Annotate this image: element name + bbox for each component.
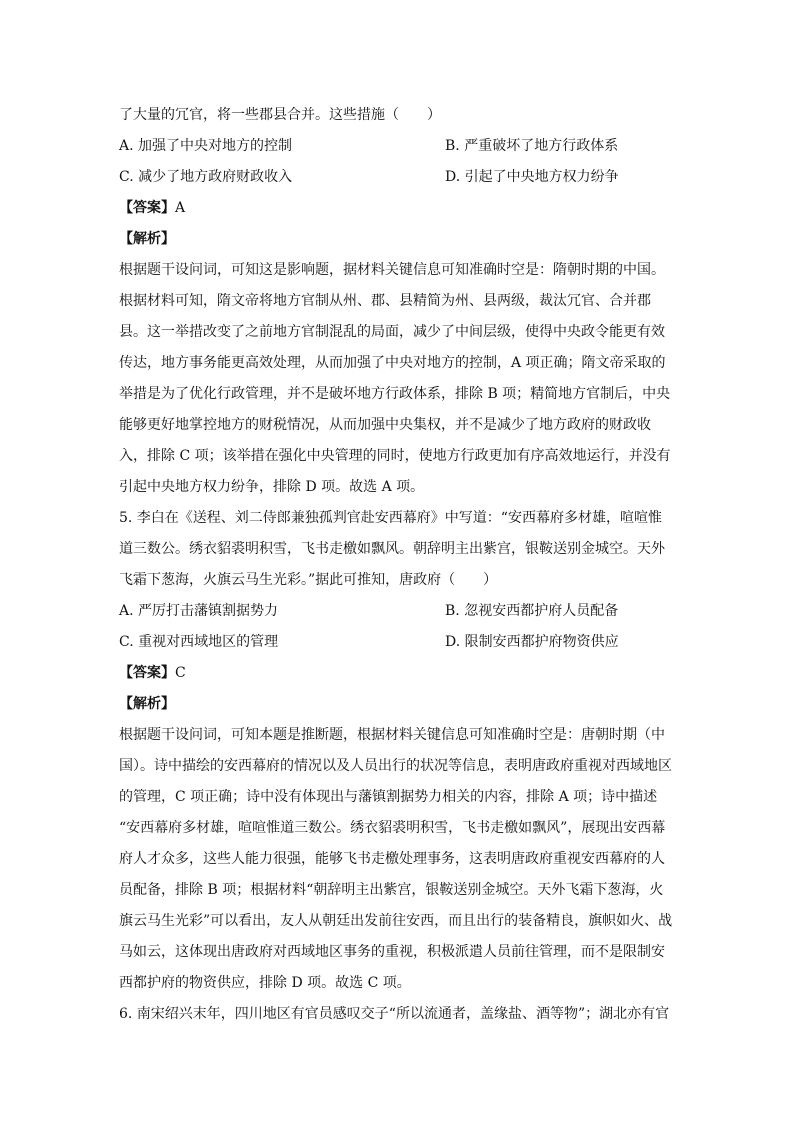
q4-analysis-line: 根据材料可知，隋文帝将地方官制从州、郡、县精简为州、县两级，裁汰冗官、合并郡 xyxy=(119,293,651,309)
q4-analysis-line: 举措是为了优化行政管理，并不是破坏地方行政体系，排除 B 项；精简地方官制后，中央 xyxy=(119,386,671,402)
q4-option-c[interactable]: C. 减少了地方政府财政收入 xyxy=(119,169,293,185)
q4-option-a[interactable]: A. 加强了中央对地方的控制 xyxy=(119,138,293,154)
q4-analysis-label: 【解析】 xyxy=(119,231,175,247)
q4-analysis-line: 入，排除 C 项；该举措在强化中央管理的同时，使地方行政更加有序高效地运行，并没有 xyxy=(119,448,671,464)
q5-answer-value: C xyxy=(175,665,186,681)
q5-analysis-line: 根据题干设问词，可知本题是推断题，根据材料关键信息可知准确时空是：唐朝时期（中 xyxy=(119,727,665,743)
q5-analysis-line: 的管理，C 项正确；诗中没有体现出与藩镇割据势力相关的内容，排除 A 项；诗中描述 xyxy=(119,789,658,805)
q4-answer xyxy=(119,193,681,224)
q5-analysis-line: 员配备，排除 B 项；根据材料“朝辞明主出紫宫，银鞍送别金城空。天外飞霜下葱海，火 xyxy=(119,882,664,898)
q5-stem-line: 飞霜下葱海，火旗云马生光彩。”据此可推知，唐政府（ ） xyxy=(119,572,498,588)
q5-option-b[interactable]: B. 忽视安西都护府人员配备 xyxy=(445,603,619,619)
q5-options-row-1 xyxy=(119,596,681,627)
q4-analysis-line: 引起中央地方权力纷争，排除 D 项。故选 A 项。 xyxy=(119,479,425,495)
q4-answer-value: A xyxy=(175,200,186,216)
q4-analysis-line: 能够更好地掌控地方的财税情况，从而加强中央集权，并不是减少了地方政府的财政收 xyxy=(119,417,651,433)
q4-answer-label: 【答案】 xyxy=(119,200,175,216)
q4-stem: 了大量的冗官，将一些郡县合并。这些措施（ ） xyxy=(119,107,441,123)
q5-analysis-line: 国）。诗中描绘的安西幕府的情况以及人员出行的状况等信息，表明唐政府重视对西域地区 xyxy=(119,758,672,774)
q5-analysis-label: 【解析】 xyxy=(119,696,175,712)
q5-analysis-line: “安西幕府多材雄，喧喧惟道三数公。绣衣貂裘明积雪，飞书走檄如飘风”，展现出安西幕 xyxy=(119,820,666,836)
q4-analysis-line: 传达，地方事务能更高效处理，从而加强了中央对地方的控制，A 项正确；隋文帝采取的 xyxy=(119,355,666,371)
q5-stem-line: 道三数公。绣衣貂裘明积雪，飞书走檄如飘风。朝辞明主出紫宫，银鞍送别金城空。天外 xyxy=(119,541,665,557)
q5-option-a[interactable]: A. 严厉打击藩镇割据势力 xyxy=(119,603,279,619)
q4-options-row-2 xyxy=(119,162,681,193)
q4-option-b[interactable]: B. 严重破坏了地方行政体系 xyxy=(445,138,619,154)
q4-options-row-1 xyxy=(119,131,681,162)
document-body xyxy=(119,100,681,1030)
q5-answer-label: 【答案】 xyxy=(119,665,175,681)
q5-analysis-line: 西都护府的物资供应，排除 D 项。故选 C 项。 xyxy=(119,975,411,991)
q5-options-row-2 xyxy=(119,627,681,658)
q5-option-c[interactable]: C. 重视对西域地区的管理 xyxy=(119,634,279,650)
q5-answer xyxy=(119,658,681,689)
q4-option-d[interactable]: D. 引起了中央地方权力纷争 xyxy=(445,169,619,185)
q5-option-d[interactable]: D. 限制安西都护府物资供应 xyxy=(445,634,619,650)
q5-analysis-line: 府人才众多，这些人能力很强，能够飞书走檄处理事务，这表明唐政府重视安西幕府的人 xyxy=(119,851,665,867)
q5-stem-line: 5. 李白在《送程、刘二侍郎兼独孤判官赴安西幕府》中写道：“安西幕府多材雄，喧喧惟 xyxy=(119,510,662,526)
q4-analysis-line: 根据题干设问词，可知这是影响题，据材料关键信息可知准确时空是：隋朝时期的中国。 xyxy=(119,262,665,278)
q4-analysis-line: 县。这一举措改变了之前地方官制混乱的局面，减少了中间层级，使得中央政令能更有效 xyxy=(119,324,665,340)
q5-analysis-line: 旗云马生光彩”可以看出，友人从朝廷出发前往安西，而且出行的装备精良，旗帜如火、战 xyxy=(119,913,673,929)
q5-analysis-line: 马如云，这体现出唐政府对西域地区事务的重视，积极派遣人员前往管理，而不是限制安 xyxy=(119,944,665,960)
q6-stem: 6. 南宋绍兴末年，四川地区有官员感叹交子“所以流通者，盖缘盐、酒等物”；湖北亦有官 xyxy=(119,1006,670,1022)
